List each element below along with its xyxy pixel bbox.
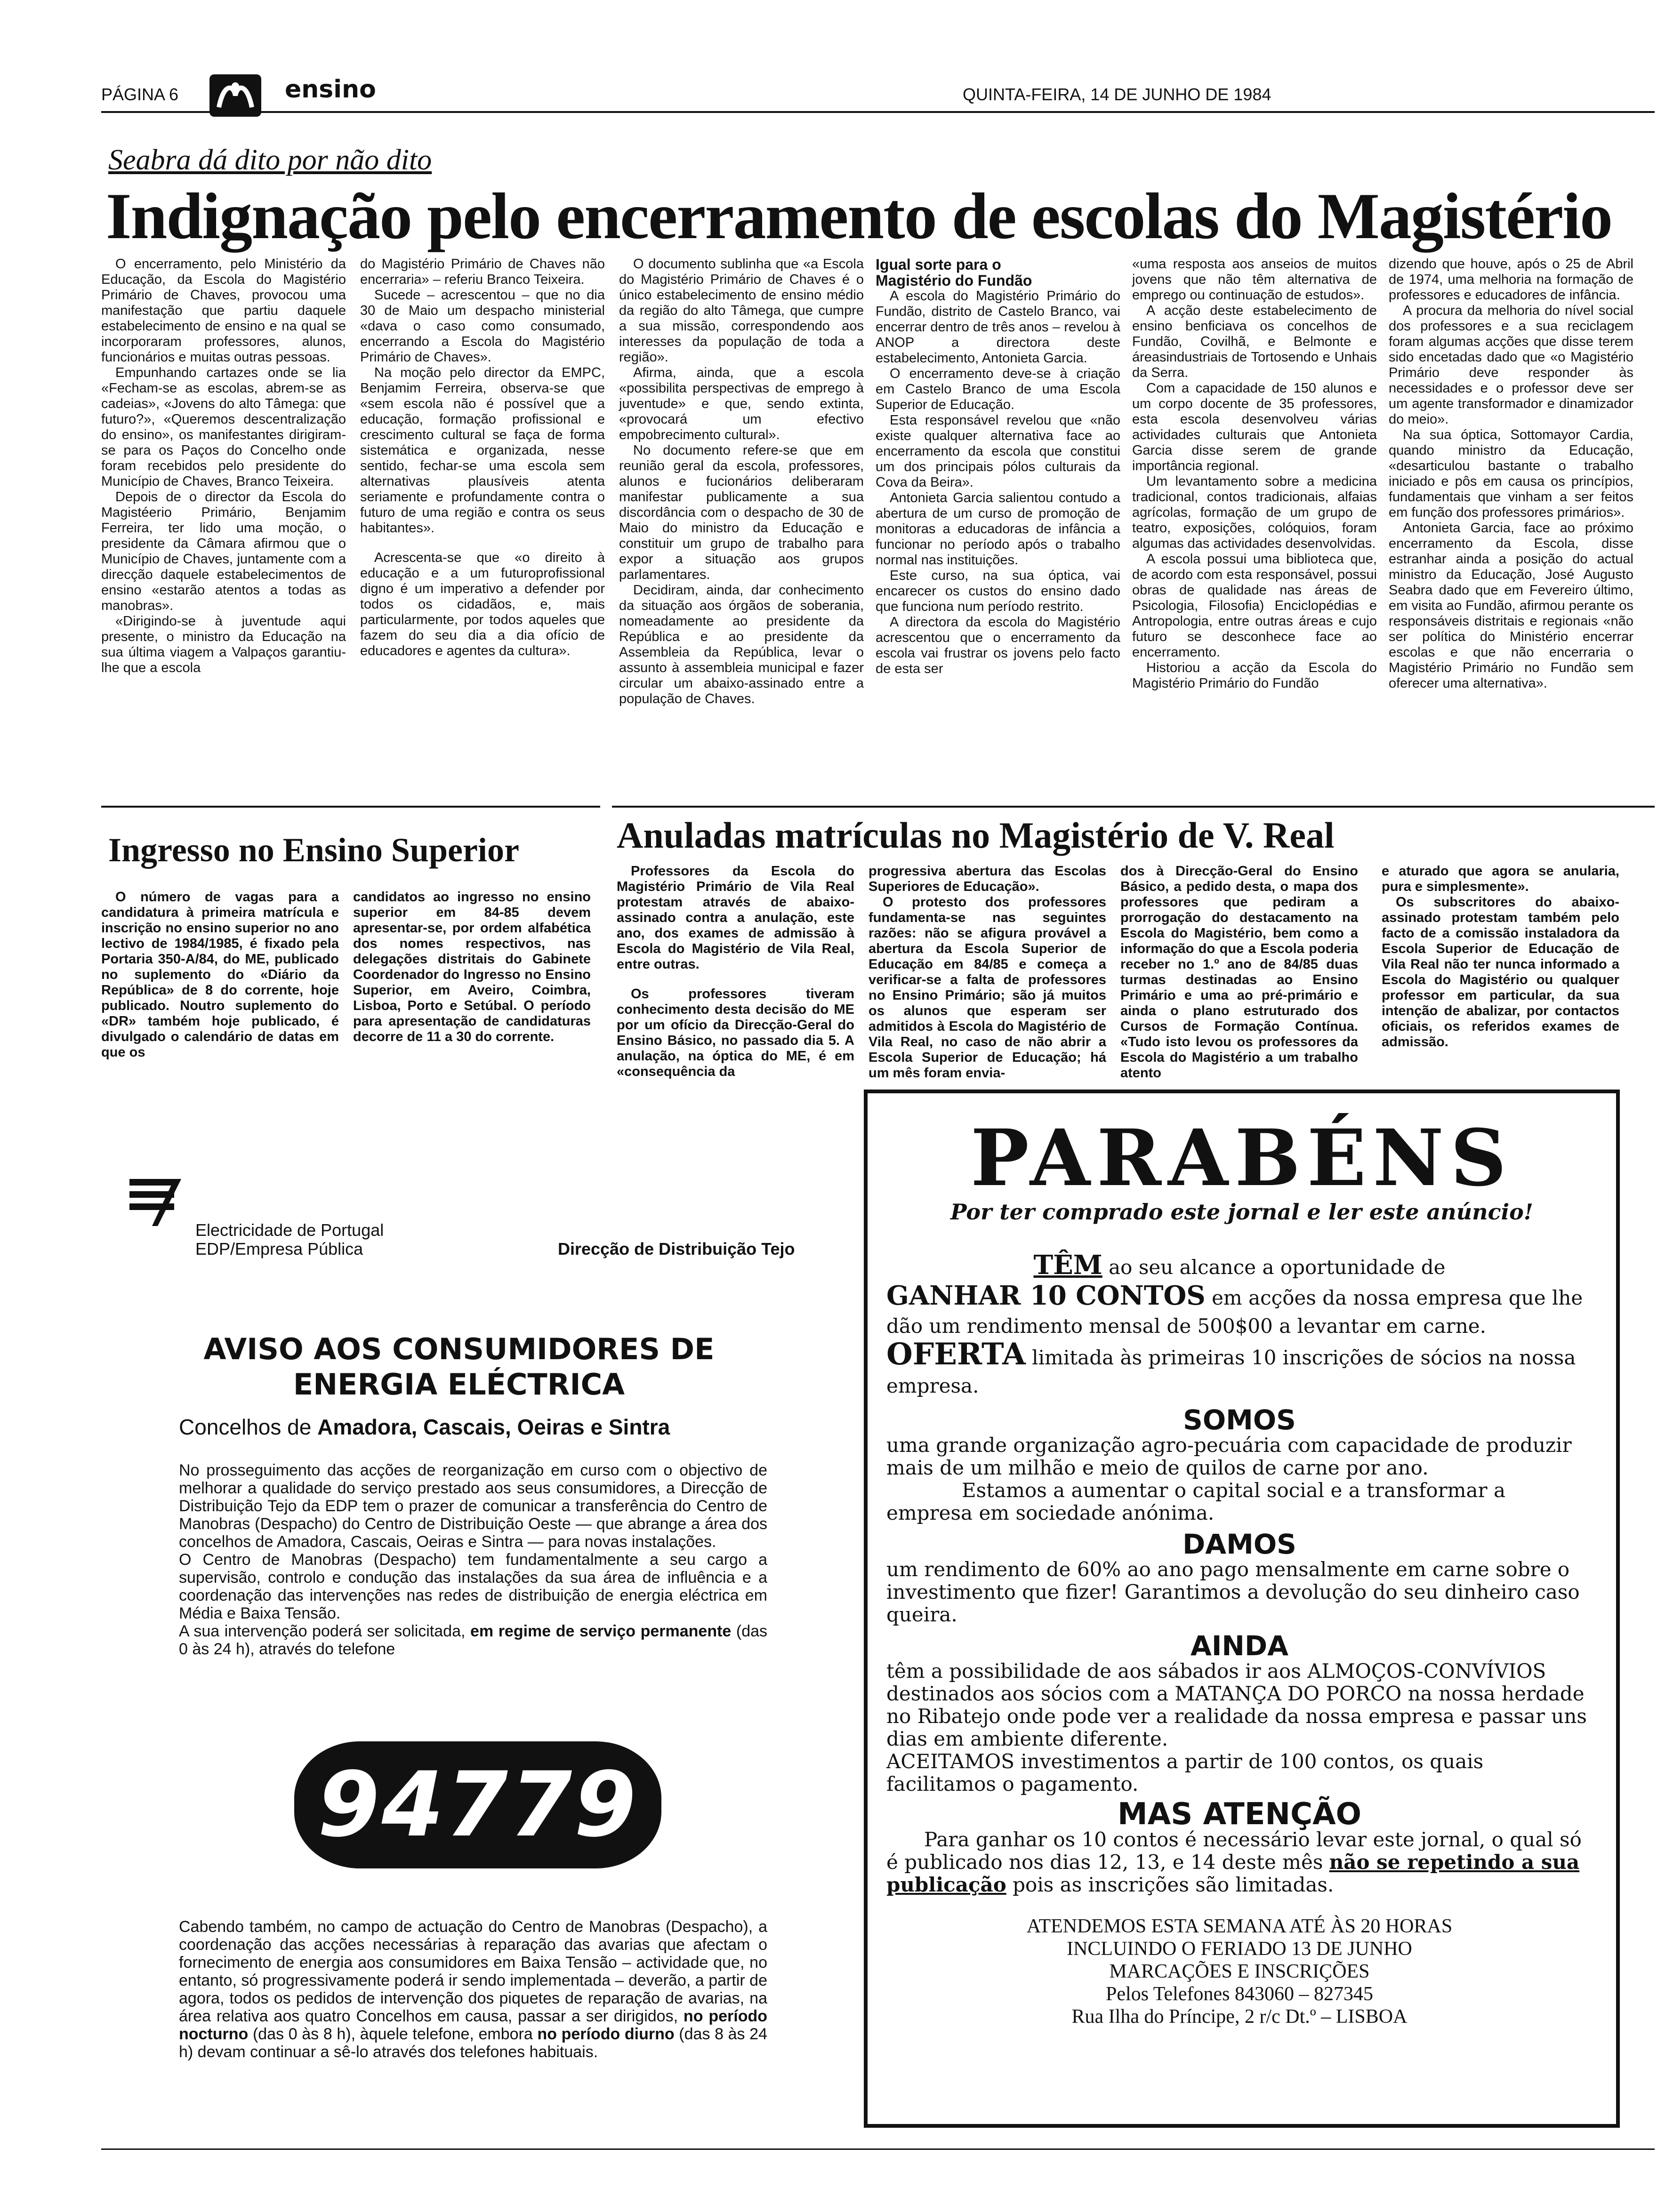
section-rule (612, 806, 1655, 808)
article-col-3 (619, 256, 864, 707)
anuladas-col-1 (617, 864, 854, 1080)
paragraph: Os professores tiveram conhecimento desta decisão do ME por um ofício da Direcção-Geral do Ensino Básico, no passado dia 5. A anulação, na óptica do ME, é em «consequência da (617, 986, 854, 1079)
article-col-6 (1389, 256, 1633, 691)
aceitamos-text: ACEITAMOS investimentos a partir de 100 contos, os quais facilitamos o pagamento. (886, 1750, 1484, 1795)
paragraph: A procura da melhoria do nível social dos professores e a sua reciclagem foram algumas acções que disse terem sido encetadas dado que «o Magistério Primário deve responder às necessidades e o professor deve ser um agente transformador e dinamizador do meio». (1389, 303, 1633, 427)
edp-company-line1: Electricidade de Portugal (195, 1220, 384, 1240)
text-bold: não se repetindo a sua publicação (886, 1851, 1580, 1896)
paragraph: Acrescenta-se que «o direito à educação e a um futuroprofissional digno é um imperativo a defender por todos os cidadãos, e, mais particularmente, por todos aqueles que fazem do seu dia a dia ofício de educadores e agentes da cultura». (360, 550, 605, 658)
edp-division: Direcção de Distribuição Tejo (558, 1239, 795, 1258)
oferta-heading: OFERTA (886, 1337, 1026, 1372)
text: (das 8 às 24 h) devam continuar a sê-lo através dos telefones habituais. (179, 2025, 767, 2061)
paragraph: Antonieta Garcia salientou contudo a abertura de um curso de promoção de monitoras a educadoras de infância a funcionar no período após o trabalho normal nas instituições. (876, 490, 1120, 568)
paragraph: Afirma, ainda, que a escola «possibilita perspectivas de emprego à juventude» e que, sendo extinta, «provocará um efectivo empobrecimento cultural». (619, 365, 864, 442)
concelhos-prefix: Concelhos de (179, 1415, 312, 1439)
paragraph: Com a capacidade de 150 alunos e um corpo docente de 35 professores, esta escola desenvolveu várias actividades culturais que Antonieta Garcia disse serem de grande importância regional. (1132, 381, 1377, 473)
paragraph: dos à Direcção-Geral do Ensino Básico, a pedido desta, o mapa dos professores que pediram a prorrogação do destacamento na Escola do Magistério, bem como a informação do que a Escola poderia receber no 1.º ano de 84/85 duas turmas destinadas ao Ensino Primário e uma ao pré-primário e ainda o plano estruturado dos Cursos de Formação Contínua. «Tudo isto levou os professores da Escola do Magistério a um trabalho atento (1120, 864, 1358, 1081)
paragraph: A directora da escola do Magistério acrescentou que o encerramento da escola vai frustrar os jovens pelo facto de esta ser (876, 615, 1120, 676)
article-kicker: Seabra dá dito por não dito (108, 144, 432, 176)
footer-line: ATENDEMOS ESTA SEMANA ATÉ ÀS 20 HORAS (1026, 1915, 1453, 1937)
paragraph: Os subscritores do abaixo-assinado protestam também pelo facto de a comissão instaladora da Escola Superior de Educação de Vila Real não ter nunca informado a Escola do Magistério ou qualquer professor em particular, da sua intenção de abalizar, por contactos oficiais, os referidos exames de admissão. (1382, 895, 1619, 1050)
parabens-subtitle: Por ter comprado este jornal e ler este anúncio! (950, 1199, 1533, 1225)
paragraph: «Dirigindo-se à juventude aqui presente, o ministro da Educação na sua última viagem a Valpaços garantiu-lhe que a escola (101, 614, 346, 675)
phone-badge (294, 1741, 661, 1868)
article-col-5 (1132, 256, 1377, 691)
page-number: PÁGINA 6 (101, 85, 179, 104)
paragraph: Antonieta Garcia, face ao próximo encerramento da Escola, disse estranhar ainda a posição do actual ministro da Educação, José Augusto Seabra dado que em Fevereiro último, em visita ao Fundão, afirmou perante os responsáveis distritais e regionais «não ser política do Ministério encerrar escolas e que não encerraria o Magistério Primário no Fundão sem oferecer uma alternativa». (1389, 521, 1633, 691)
paragraph: e aturado que agora se anularia, pura e simplesmente». (1382, 864, 1619, 894)
text: (das 0 às 8 h), àquele telefone, embora (252, 2025, 533, 2043)
ingresso-title: Ingresso no Ensino Superior (108, 831, 519, 869)
paragraph: do Magistério Primário de Chaves não encerraria» – referiu Branco Teixeira. (360, 256, 605, 287)
damos-text: um rendimento de 60% ao ano pago mensalmente em carne sobre o investimento que fizer! Garantimos a devolução do seu dinheiro caso queira. (886, 1558, 1580, 1626)
paragraph: Depois de o director da Escola do Magistéerio Primário, Benjamim Ferreira, ter lido uma moção, o presidente da Câmara afirmou que o Município de Chaves, juntamente com a direcção daquele estabelecimentos de ensino «estarão atentos a todas as manobras». (101, 489, 346, 613)
text: A sua intervenção poderá ser solicitada, (179, 1622, 466, 1640)
text-bold: no período nocturno (179, 2007, 768, 2043)
paragraph: A escola do Magistério Primário do Fundão, distrito de Castelo Branco, vai encerrar dentro de três anos – revelou à ANOP a directora deste estabelecimento, Antonieta Garcia. (876, 289, 1120, 366)
text: em acções da nossa empresa que lhe dão um rendimento mensal de 500$00 a levantar em carne. (886, 1286, 1583, 1338)
article-col-4 (876, 256, 1120, 677)
parabens-body (886, 1251, 1593, 2028)
text: (das 0 às 24 h), através do telefone (179, 1622, 768, 1658)
footer-line: MARCAÇÕES E INSCRIÇÕES (1109, 1961, 1370, 1982)
page-date: QUINTA-FEIRA, 14 DE JUNHO DE 1984 (963, 85, 1271, 104)
footer-line: Rua Ilha do Príncipe, 2 r/c Dt.º – LISBOA (1071, 2006, 1408, 2028)
section-rule (101, 806, 600, 808)
tem-word: TÊM (1033, 1250, 1102, 1281)
parabens-title: PARABÉNS (970, 1112, 1513, 1203)
paragraph: candidatos ao ingresso no ensino superior em 84-85 devem apresentar-se, por ordem alfabética dos nomes respectivos, nas delegações distritais do Gabinete Coordenador do Ingresso no Ensino Superior, em Aveiro, Coimbra, Lisboa, Porto e Setúbal. O período para apresentação de candidaturas decorre de 11 a 30 do corrente. (353, 890, 591, 1044)
edp-title-line2: ENERGIA ELÉCTRICA (293, 1367, 625, 1402)
anuladas-col-3 (1120, 864, 1358, 1081)
anuladas-col-2 (869, 864, 1106, 1081)
ainda-heading: AINDA (1190, 1630, 1289, 1662)
footer-line: INCLUINDO O FERIADO 13 DE JUNHO (1067, 1938, 1412, 1960)
paragraph: O encerramento, pelo Ministério da Educação, da Escola do Magistério Primário de Chaves, provocou uma manifestação que partiu daquele estabelecimento de ensino e na qual se incorporaram professores, alunos, funcionários e muitas outras pessoas. (101, 256, 346, 365)
article-col-1 (101, 256, 346, 676)
ganhar-heading: GANHAR 10 CONTOS (886, 1280, 1206, 1311)
somos-heading: SOMOS (1183, 1404, 1296, 1436)
paragraph: «uma resposta aos anseios de muitos jovens que não têm alternativa de emprego ou continuação de estudos». (1132, 256, 1377, 303)
anuladas-title: Anuladas matrículas no Magistério de V. Real (617, 815, 1335, 856)
paragraph: O número de vagas para a candidatura à primeira matrícula e inscrição no ensino superior no ano lectivo de 1984/1985, é fixado pela Portaria 350-A/84, do ME, publicado no suplemento do «Diário da República» de 8 do corrente, hoje publicado. Noutro suplemento do «DR» também hoje publicado, é divulgado o calendário de datas em que os (101, 890, 339, 1060)
text: pois as inscrições são limitadas. (1013, 1873, 1334, 1896)
anuladas-col-4 (1382, 864, 1619, 1050)
section-name: ensino (285, 75, 376, 104)
text: Cabendo também, no campo de actuação do Centro de Manobras (Despacho), a coordenação das acções necessárias à reparação das avarias que afectam o fornecimento de energia aos consumidores em Baixa Tensão – actividade que, no entanto, só progressivamente poderá ir sendo implementada – deverão, a partir de agora, todos os pedidos de intervenção dos piquetes de reparação de avarias, na área relativa aos quatro Concelhos em causa, passar a ser dirigidos, (179, 1918, 767, 2025)
paragraph: Na moção pelo director da EMPC, Benjamim Ferreira, observa-se que «sem escola não é possível que a educação, formação profissional e crescimento cultural se faça de forma sistemática e organizada, nesse sentido, fechar-se uma escola sem alternativas plausíveis atenta seriamente e profundamente contra o futuro de uma região e contra os seus habitantes». (360, 365, 605, 536)
paragraph: A acção deste estabelecimento de ensino benficiava os concelhos de Fundão, Covilhã, e Belmonte e áreasindustriais de Tortosendo e Unhais da Serra. (1132, 303, 1377, 380)
oferta-block (886, 1337, 1593, 1400)
edp-company-line2: EDP/Empresa Pública (195, 1239, 363, 1258)
paragraph: Este curso, na sua óptica, vai encarecer os custos do ensino dado que funciona num período restrito. (876, 568, 1120, 614)
footer-line: Pelos Telefones 843060 – 827345 (1106, 1983, 1373, 2005)
ingresso-col-1 (101, 890, 339, 1060)
paragraph: Na sua óptica, Sottomayor Cardia, quando ministro da Educação, «desarticulou bastante o trabalho iniciado e pôs em causa os princípios, fundamentais que vinham a ser feitos em função dos professores primários». (1389, 427, 1633, 520)
paragraph: Sucede – acrescentou – que no dia 30 de Maio um despacho ministerial «dava o caso como consumado, encerrando a Escola do Magistério Primário de Chaves». (360, 288, 605, 365)
paragraph: No documento refere-se que em reunião geral da escola, professores, alunos e fucionários deliberaram manifestar publicamente a sua discordância com o despacho de 30 de Maio do ministro da Educação e constituir um grupo de trabalho para expor a situação aos grupos parlamentares. (619, 443, 864, 582)
atencao-text (886, 1828, 1593, 1896)
paragraph: Esta responsável revelou que «não existe qualquer alternativa face ao encerramento da escola que constitui um dos principais pólos culturais da Cova da Beira». (876, 413, 1120, 490)
ganhar-block (886, 1282, 1593, 1340)
edp-logo-icon (129, 1174, 181, 1226)
paragraph: Um levantamento sobre a medicina tradicional, contos tradicionais, alfaias agrícolas, formação de um grupo de teatro, exposições, colóquios, foram algumas das actividades desenvolvidas. (1132, 474, 1377, 551)
text: limitada às primeiras 10 inscrições de sócios na nossa empresa. (886, 1346, 1576, 1397)
edp-body-top (179, 1461, 767, 1658)
phone-number: 94779 (317, 1753, 638, 1857)
text: Para ganhar os 10 contos é necessário levar este jornal, o qual só é publicado nos dias 12, 13, e 14 deste mês (886, 1828, 1582, 1874)
article-title: Indignação pelo encerramento de escolas do Magistério (106, 180, 1612, 253)
paragraph: dizendo que houve, após o 25 de Abril de 1974, uma melhoria na formação de professores e educadores de infância. (1389, 256, 1633, 303)
paragraph (179, 1622, 767, 1658)
paragraph: progressiva abertura das Escolas Superiores de Educação». (869, 864, 1106, 894)
paragraph: O documento sublinha que «a Escola do Magistério Primário de Chaves é o único estabelecimento de ensino médio da região do alto Tâmega, que cumpre a sua missão, correspondendo aos interesses da população de toda a região». (619, 256, 864, 365)
ad-footer (886, 1915, 1593, 2028)
parabens-advert (864, 1090, 1620, 2128)
text-bold: em regime de serviço permanente (470, 1622, 732, 1640)
paragraph: O protesto dos professores fundamenta-se nas seguintes razões: não se afigura provável a abertura da Escola Superior de Educação em 84/85 e começa a verificar-se a falta de professores no Ensino Primário; são já muitos os alunos que esperam ser admitidos à Escola do Magistério de Vila Real, no caso de não abrir a Escola Superior de Educação; há um mês foram envia- (869, 895, 1106, 1081)
ainda-text: têm a possibilidade de aos sábados ir aos ALMOÇOS-CONVÍVIOS destinados aos sócios com a MATANÇA DO PORCO na nossa herdade no Ribatejo onde pode ver a realidade da nossa empresa e passar uns dias em ambiente diferente. (886, 1659, 1587, 1750)
paragraph: O Centro de Manobras (Despacho) tem fundamentalmente a seu cargo a supervisão, controlo e condução das instalações da sua área de influência e a coordenação das intervenções nas redes de distribuição de energia eléctrica em Média e Baixa Tensão. (179, 1551, 767, 1622)
subheading: Igual sorte para o Magistério do Fundão (876, 256, 1032, 289)
concelhos-names: Amadora, Cascais, Oeiras e Sintra (317, 1415, 670, 1439)
edp-concelhos (179, 1414, 670, 1440)
somos-text-2: Estamos a aumentar o capital social e a transformar a empresa em sociedade anónima. (886, 1479, 1505, 1524)
ingresso-col-2 (353, 890, 591, 1045)
edp-title-line1: AVISO AOS CONSUMIDORES DE (203, 1332, 715, 1366)
somos-text: uma grande organização agro-pecuária com capacidade de produzir mais de um milhão e meio de quilos de carne por ano. (886, 1434, 1572, 1479)
article-col-2 (360, 256, 605, 659)
edp-advert (101, 1120, 843, 2146)
paragraph: Decidiram, ainda, dar conhecimento da situação aos órgãos de soberania, nomeadamente ao presidente da República e ao presidente da Assembleia da República, levar o assunto à assembleia municipal e fazer circular um abaixo-assinado entre a população de Chaves. (619, 583, 864, 706)
paragraph: No prosseguimento das acções de reorganização em curso com o objectivo de melhorar a qualidade do serviço prestado aos seus consumidores, a Direcção de Distribuição Tejo da EDP tem o prazer de comunicar a transferência do Centro de Manobras (Despacho) do Centro de Distribuição Oeste — que abrange a área dos concelhos de Amadora, Cascais, Oeiras e Sintra — para novas instalações. (179, 1461, 767, 1551)
paragraph: O encerramento deve-se à criação em Castelo Branco de uma Escola Superior de Educação. (876, 366, 1120, 412)
section-logo-icon (209, 74, 261, 117)
text: ao seu alcance a oportunidade de (1109, 1256, 1446, 1279)
bottom-rule (101, 2148, 1655, 2150)
paragraph: A escola possui uma biblioteca que, de acordo com esta responsável, possui obras de qualidade nas áreas de Psicologia, Filosofia) Enciclopédias e Antropologia, entre outras áreas e cujo futuro se desconhece face ao encerramento. (1132, 552, 1377, 660)
damos-heading: DAMOS (1182, 1528, 1296, 1560)
edp-body-bottom (179, 1918, 767, 2061)
header-rule (101, 111, 1655, 113)
atencao-heading: MAS ATENÇÃO (1118, 1797, 1361, 1832)
tem-line (886, 1251, 1593, 1282)
paragraph: Empunhando cartazes onde se lia «Fecham-se as escolas, abrem-se as cadeias», «Jovens do alto Tâmega: que futuro?», «Queremos descentralização do ensino», os manifestantes dirigiram-se para os Paços do Concelho onde foram recebidos pelo presidente do Município de Chaves, Branco Teixeira. (101, 365, 346, 489)
text-bold: no período diurno (537, 2025, 675, 2043)
paragraph: Historiou a acção da Escola do Magistério Primário do Fundão (1132, 660, 1377, 691)
paragraph: Professores da Escola do Magistério Primário de Vila Real protestam através de abaixo-assinado contra a anulação, este ano, dos exames de admissão à Escola do Magistério de Vila Real, entre outras. (617, 864, 854, 972)
